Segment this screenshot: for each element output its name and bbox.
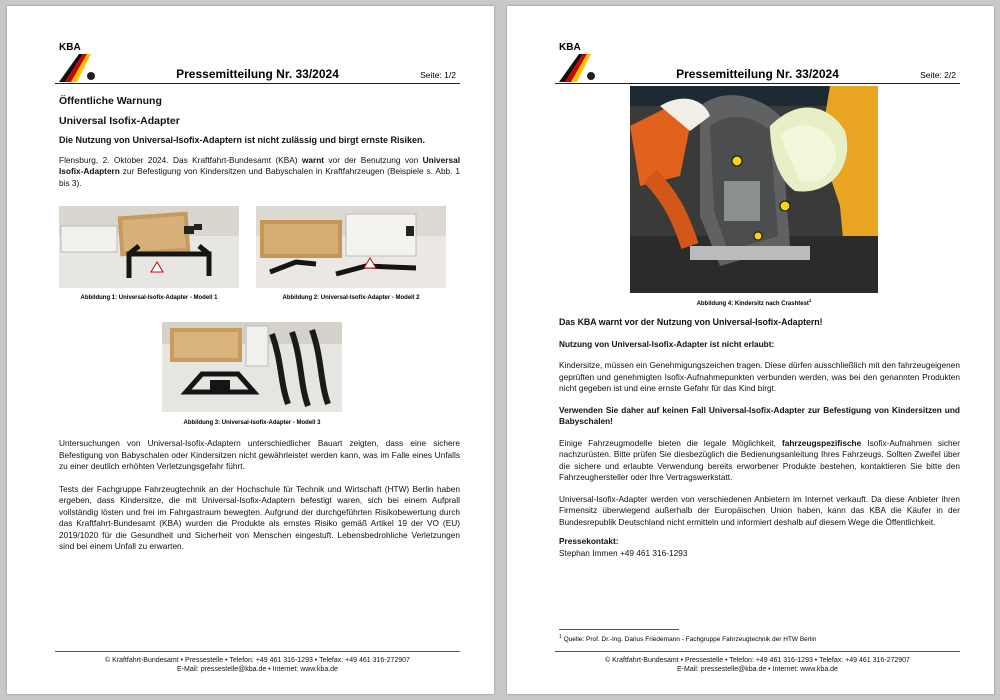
warning-statement: Das KBA warnt vor der Nutzung von Universal-Isofix-Adaptern! — [559, 317, 823, 327]
page-1 — [7, 6, 494, 694]
figure-4-image — [630, 86, 878, 293]
footnote-rule — [559, 629, 679, 630]
page-header — [55, 42, 460, 86]
footer-line-1: © Kraftfahrt-Bundesamt • Pressestelle • Telefon: +49 461 316-1293 • Telefax: +49 461 316-272907 — [105, 657, 410, 664]
heading-adapter: Universal Isofix-Adapter — [59, 114, 180, 127]
footnote-text: Quelle: Prof. Dr.-Ing. Darius Friedemann - Fachgruppe Fahrzeugtechnik der HTW Berlin — [561, 636, 817, 644]
figure-4-caption — [630, 298, 878, 307]
lead-statement: Die Nutzung von Universal-Isofix-Adaptern ist nicht zulässig und birgt ernste Risiken. — [59, 135, 426, 145]
figure-2-caption: Abbildung 2: Universal-Isofix-Adapter - Modell 2 — [282, 295, 420, 301]
page2-text — [559, 317, 960, 559]
footnote — [559, 634, 960, 643]
page-number: Seite: 1/2 — [420, 70, 456, 80]
footer-line-2: E-Mail: pressestelle@kba.de • Internet: www.kba.de — [177, 666, 338, 673]
page-footer — [55, 651, 460, 674]
page1-top-text — [59, 96, 460, 198]
figure-3-image — [162, 322, 342, 412]
header-rule — [55, 83, 460, 84]
approval-paragraph: Kindersitze, müssen ein Genehmigungszeichen tragen. Diese dürfen ausschließlich mit den fahrzeugeigenen geprüften und genehmigten Isofix-Aufnahmepunkten verbunden werden, was bei den genannten Produkten nicht gegeben ist und eine ernste Gefahr für das Kind birgt. — [559, 360, 960, 393]
footer-line-2: E-Mail: pressestelle@kba.de • Internet: www.kba.de — [677, 666, 838, 673]
logo-text: KBA — [559, 42, 581, 53]
intro-text-2: vor der Benutzung von — [324, 154, 423, 165]
page-2 — [507, 6, 994, 694]
figure-2-image — [256, 206, 446, 288]
tests-paragraph: Tests der Fachgruppe Fahrzeugtechnik an der Hochschule für Technik und Wirtschaft (HTW) Berlin haben ergeben, dass Kindersitze, die mit Universal-Isofix-Adaptern befestigt waren, sich bei einem Aufprall vollständig lösten und frei im Fahrgastraum bewegten. Aufgrund der durchgeführten Risikobewertung durch das Kraftfahrt-Bundesamt (KBA) wurden die Produkte als ernstes Risiko gemäß Artikel 19 der VO (EU) 2019/1020 für die Gesundheit und Sicherheit von Menschen eingestuft. Lebensbedrohliche Verletzungen sind bei einem Unfall zu erwarten. — [59, 483, 460, 551]
press-contact-label: Pressekontakt: — [559, 536, 619, 546]
figure-1-caption: Abbildung 1: Universal-Isofix-Adapter - Modell 1 — [80, 295, 218, 301]
findings-paragraph: Untersuchungen von Universal-Isofix-Adaptern unterschiedlicher Bauart zeigten, dass eine sichere Befestigung von Babyschalen oder Kindersitzen nicht gewährleistet werden kann, was im Falle eines Unfalls zu einer deutlich erhöhten Verletzungsgefahr führt. — [59, 438, 460, 471]
footer-line-1: © Kraftfahrt-Bundesamt • Pressestelle • Telefon: +49 461 316-1293 • Telefax: +49 461 316-272907 — [605, 657, 910, 664]
sellers-paragraph: Universal-Isofix-Adapter werden von verschiedenen Anbietern im Internet verkauft. Da diese Anbieter ihren Firmensitz überwiegend außerhalb der Europäischen Union haben, kann das KBA die Käufer in der Bundesrepublik Deutschland nicht ermitteln und informiert deshalb auf diesem Wege die Öffentlichkeit. — [559, 493, 960, 527]
figure-1-image — [59, 206, 239, 288]
logo-text: KBA — [59, 42, 81, 53]
retrofit-text-2: Isofix-Aufnahmen sicher nachzurüsten. Bitte prüfen Sie diesbezüglich die Bedienungsanleitung Ihres Fahrzeugs. Sollten Zweifel über die sichere und erlaubte Verwendung bereits erworbener Produkte bestehen, kontaktieren Sie bitte den Fahrzeughersteller oder Ihre Vertragswerkstatt. — [559, 437, 960, 482]
footnote-mark: 1 — [559, 634, 562, 640]
intro-paragraph — [59, 155, 460, 190]
press-contact: Stephan Immen +49 461 316-1293 — [559, 547, 688, 558]
figure-3-caption: Abbildung 3: Universal-Isofix-Adapter - Modell 3 — [183, 420, 321, 426]
page-header — [555, 42, 960, 86]
figure-4-caption-text: Abbildung 4: Kindersitz nach Crashtest — [696, 301, 809, 307]
intro-bold-2: Universal Isofix-Adaptern — [59, 154, 460, 176]
intro-text-3: zur Befestigung von Kindersitzen und Babyschalen in Kraftfahrzeugen (Beispiele s. Abb. 1 bis 3). — [59, 166, 460, 188]
retrofit-paragraph — [559, 438, 960, 484]
page-footer — [555, 651, 960, 674]
press-release-title: Pressemitteilung Nr. 33/2024 — [176, 67, 339, 81]
page-number: Seite: 2/2 — [920, 70, 956, 80]
advice-statement: Verwenden Sie daher auf keinen Fall Universal-Isofix-Adapter zur Befestigung von Kindersitzen und Babyschalen! — [559, 404, 960, 426]
page1-bottom-text — [59, 438, 460, 562]
retrofit-bold: fahrzeugspezifische — [781, 437, 862, 448]
not-allowed-heading: Nutzung von Universal-Isofix-Adapter ist nicht erlaubt: — [559, 338, 775, 349]
retrofit-text-1: Einige Fahrzeugmodelle bieten die legale Möglichkeit, — [559, 437, 782, 448]
intro-text-1: Flensburg, 2. Oktober 2024. Das Kraftfahrt-Bundesamt (KBA) — [59, 154, 302, 165]
press-release-title: Pressemitteilung Nr. 33/2024 — [676, 67, 839, 81]
intro-bold-1: warnt — [301, 154, 325, 165]
header-rule — [555, 83, 960, 84]
heading-warning: Öffentliche Warnung — [59, 95, 162, 107]
figure-4-footnote-ref: 1 — [808, 298, 812, 303]
